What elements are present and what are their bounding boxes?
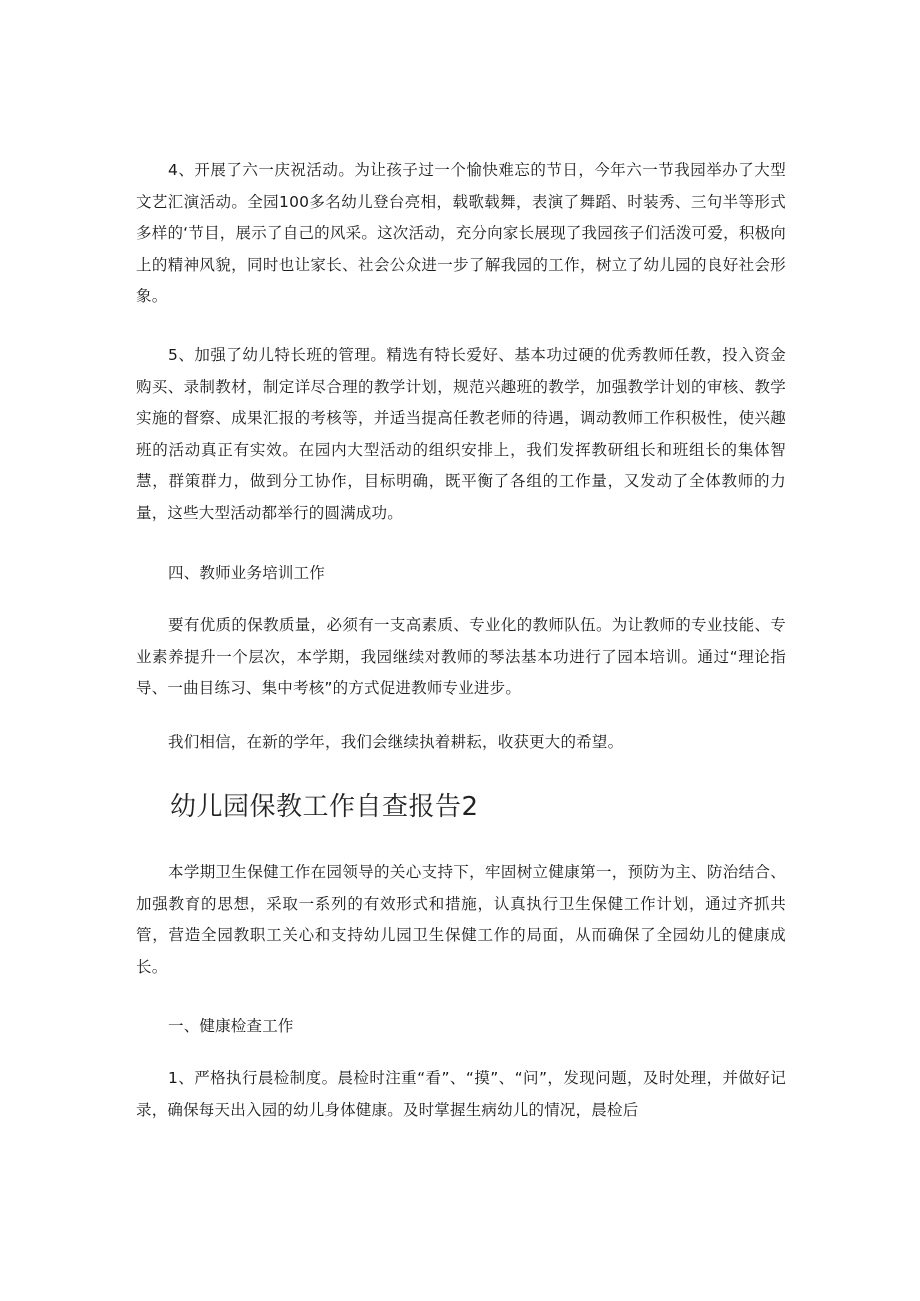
paragraph-celebration: 4、开展了六一庆祝活动。为让孩子过一个愉快难忘的节日，今年六一节我园举办了大型文艺汇演活动。全园100多名幼儿登台亮相，载歌载舞，表演了舞蹈、时装秀、三句半等形式多样的‘节目，展示了自己的风采。这次活动，充分向家长展现了我园孩子们活泼可爱，积极向上的精神风貌，同时也让家长、社会公众进一步了解我园的工作，树立了幼儿园的良好社会形象。 <box>136 161 786 305</box>
paragraph-health-intro: 本学期卫生保健工作在园领导的关心支持下，牢固树立健康第一，预防为主、防治结合、加强教育的思想，采取一系列的有效形式和措施，认真执行卫生保健工作计划，通过齐抓共管，营造全园教职工关心和支持幼儿园卫生保健工作的局面，从而确保了全园幼儿的健康成长。 <box>136 863 786 976</box>
paragraph-closing: 我们相信，在新的学年，我们会继续执着耕耘，收获更大的希望。 <box>168 733 624 751</box>
paragraph-teacher-training: 要有优质的保教质量，必须有一支高素质、专业化的教师队伍。为让教师的专业技能、专业素养提升一个层次，本学期，我园继续对教师的琴法基本功进行了园本培训。通过“理论指导、一曲目练习、集中考核”的方式促进教师专业进步。 <box>136 616 786 697</box>
paragraph-morning-check: 1、严格执行晨检制度。晨检时注重“看”、“摸”、“问”，发现问题，及时处理，并做好记录，确保每天出入园的幼儿身体健康。及时掌握生病幼儿的情况，晨检后 <box>136 1069 786 1119</box>
section-heading-teacher-training: 四、教师业务培训工作 <box>168 564 326 582</box>
section-heading-health-check: 一、健康检查工作 <box>168 1017 294 1035</box>
paragraph-special-class: 5、加强了幼儿特长班的管理。精选有特长爱好、基本功过硬的优秀教师任教，投入资金购买、录制教材，制定详尽合理的教学计划，规范兴趣班的教学，加强教学计划的审核、教学实施的督察、成果汇报的考核等，并适当提高任教老师的待遇，调动教师工作积极性，使兴趣班的活动真正有实效。在园内大型活动的组织安排上，我们发挥教研组长和班组长的集体智慧，群策群力，做到分工协作，目标明确，既平衡了各组的工作量，又发动了全体教师的力量，这些大型活动都举行的圆满成功。 <box>136 346 786 522</box>
report-title: 幼儿园保教工作自查报告2 <box>170 792 479 822</box>
